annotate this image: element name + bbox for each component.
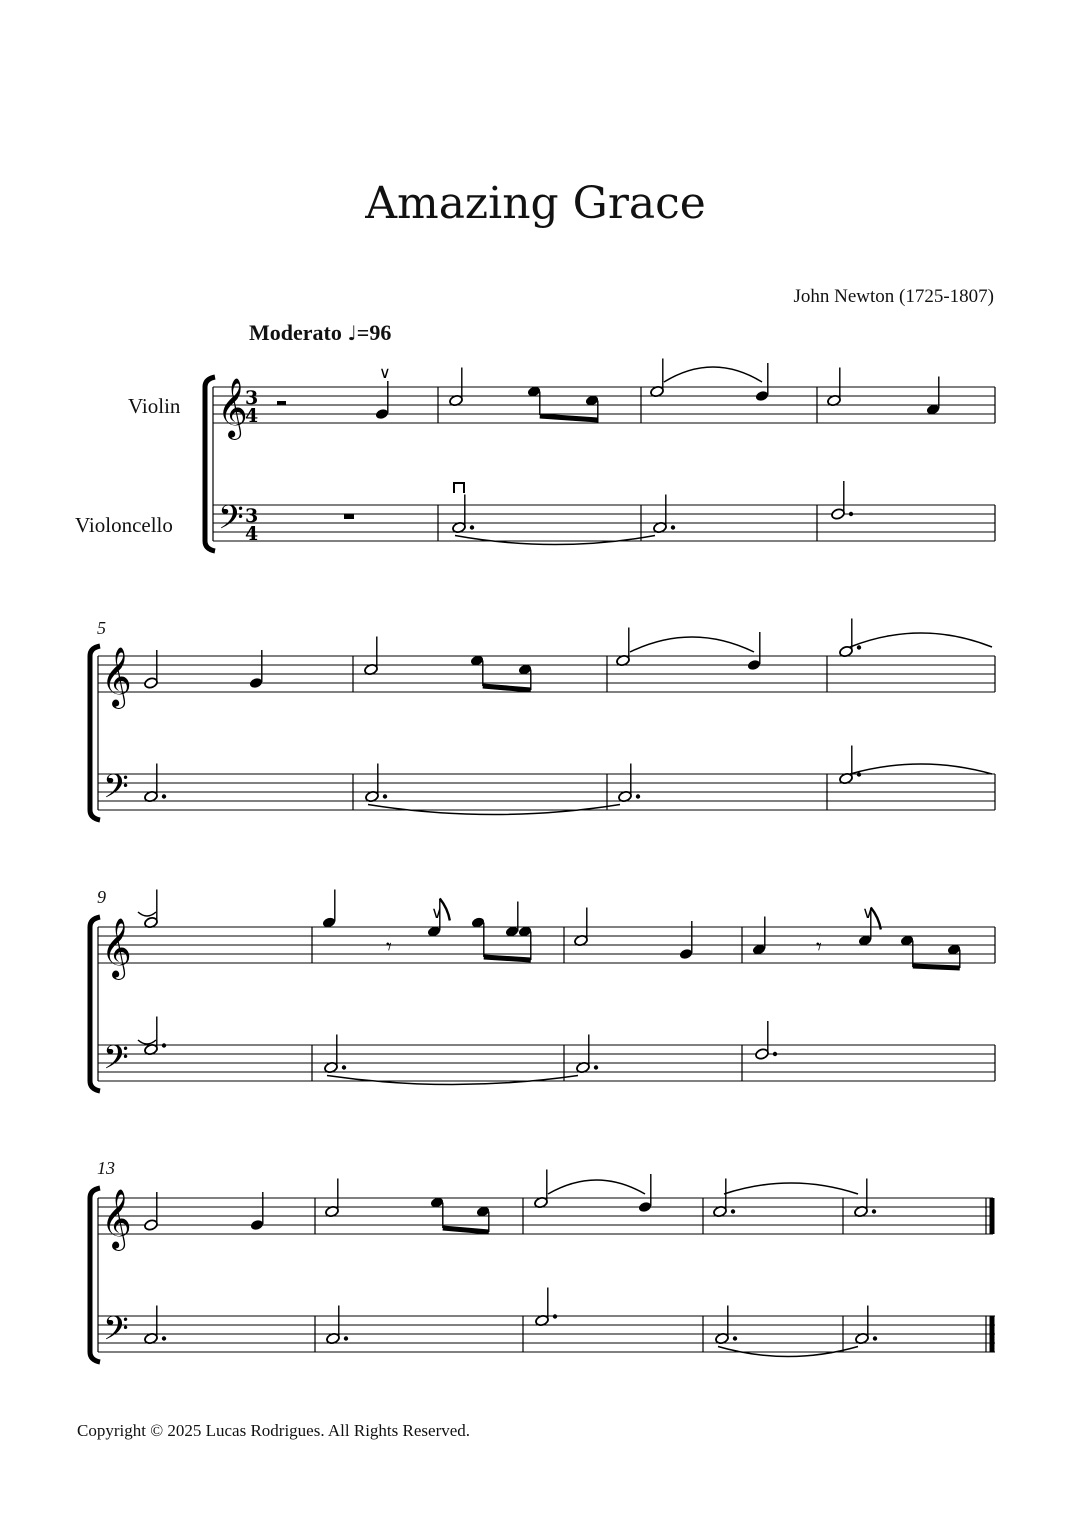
slur [548,1180,645,1194]
augmentation-dot [383,794,387,798]
down-bow-icon [454,483,464,493]
augmentation-dot [342,1065,346,1069]
augmentation-dot [731,1209,735,1213]
augmentation-dot [162,1043,166,1047]
augmentation-dot [553,1314,557,1318]
measure-number: 9 [97,887,106,907]
half-rest [277,401,286,405]
time-signature-numerator: 3 [245,387,259,409]
quarter-note-icon: ♩ [347,321,357,345]
tempo-bpm: =96 [356,320,392,345]
slur [850,764,992,774]
slur [630,637,754,652]
note-beam [913,966,960,968]
time-signature-denominator: 4 [245,405,259,427]
augmentation-dot [594,1065,598,1069]
eighth-rest-icon: 𝄾 [816,935,822,960]
augmentation-dot [636,794,640,798]
augmentation-dot [162,1336,166,1340]
bass-clef-icon: 𝄢 [103,768,129,814]
measure-number: 5 [97,618,106,638]
slur [664,367,762,382]
augmentation-dot [857,645,861,649]
augmentation-dot [857,772,861,776]
bass-clef-icon: 𝄢 [103,1310,129,1356]
time-signature-numerator: 3 [245,505,259,527]
augmentation-dot [873,1336,877,1340]
augmentation-dot [344,1336,348,1340]
augmentation-dot [733,1336,737,1340]
note-beam [443,1228,489,1232]
slur [455,536,655,545]
slur [327,1076,578,1085]
slur [138,912,156,916]
instrument-label-cello: Violoncello [75,513,173,537]
eighth-rest-icon: 𝄾 [386,935,392,960]
bass-clef-icon: 𝄢 [218,499,244,545]
treble-clef-icon: 𝄞 [217,378,248,438]
up-bow-icon: ∨ [862,903,874,922]
augmentation-dot [470,525,474,529]
slur [138,1040,156,1044]
augmentation-dot [162,794,166,798]
slur [850,633,992,647]
treble-clef-icon: 𝄞 [101,1189,132,1249]
whole-rest [344,514,354,519]
up-bow-icon: ∨ [431,903,443,922]
instrument-label-violin: Violin [128,394,181,418]
note-beam [483,686,531,690]
slur [724,1183,858,1194]
bass-clef-icon: 𝄢 [103,1039,129,1085]
treble-clef-icon: 𝄞 [101,647,132,707]
note-beam [484,957,531,960]
score-title: Amazing Grace [365,178,706,229]
up-bow-icon: ∨ [379,363,391,382]
composer-credit: John Newton (1725-1807) [793,286,994,307]
augmentation-dot [773,1052,777,1056]
measure-number: 13 [97,1158,115,1178]
augmentation-dot [671,525,675,529]
tempo-text: Moderato [249,320,342,345]
note-beam [540,416,598,420]
time-signature-denominator: 4 [245,523,259,545]
treble-clef-icon: 𝄞 [101,918,132,978]
copyright-notice: Copyright © 2025 Lucas Rodrigues. All Rights Reserved. [77,1421,471,1440]
augmentation-dot [872,1209,876,1213]
augmentation-dot [849,512,853,516]
